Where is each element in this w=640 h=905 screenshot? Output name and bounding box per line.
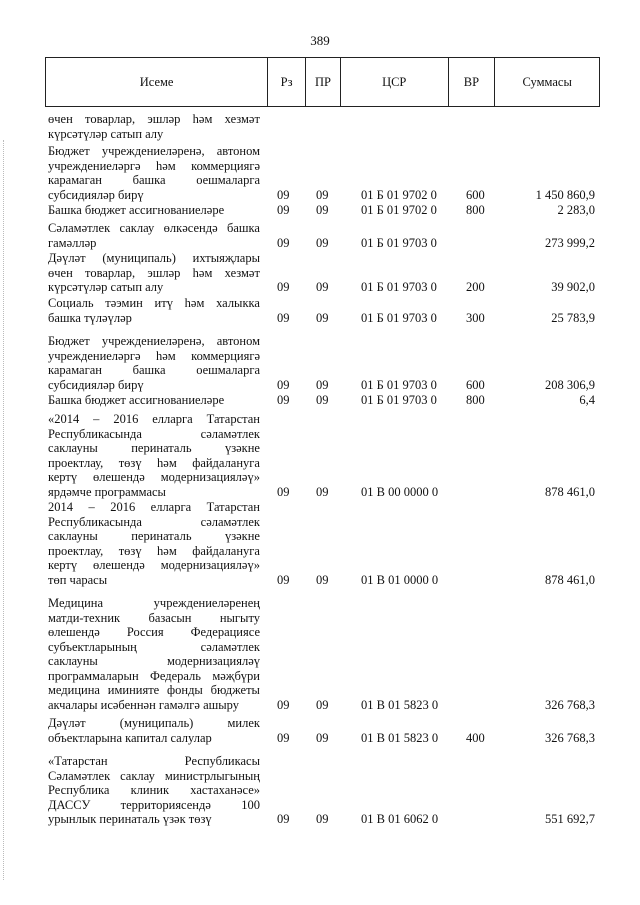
row-csr: 01 Б 01 9702 0 xyxy=(361,187,437,202)
row-csr: 01 Б 01 9703 0 xyxy=(361,280,437,294)
row-name-line: Сәламәтлек саклау өлкәсендә башка xyxy=(48,221,260,235)
row-name-line: Башка бюджет ассигнованиеләре xyxy=(48,393,225,407)
row-sum: 1 450 860,9 xyxy=(535,187,595,202)
row-name-line: объектларына капитал салулар xyxy=(48,730,212,745)
row-name-line: Республикасында сәламәтлек xyxy=(48,426,260,441)
row-pr: 09 xyxy=(316,812,329,826)
row-vr: 800 xyxy=(466,393,485,407)
row-name-line: проектлау, төзү һәм файдалануга xyxy=(48,455,260,470)
row-name-line: «2014 – 2016 елларга Татарстан xyxy=(48,412,260,426)
row-name-line: Бюджет учреждениеләренә, автоном xyxy=(48,144,260,158)
header-name: Исеме xyxy=(139,74,174,89)
row-name-line: Республикасында сәламәтлек xyxy=(48,514,260,529)
row-sum: 2 283,0 xyxy=(557,203,595,217)
row-name-line: өлешендә Россия Федерациясе xyxy=(48,625,260,639)
row-name-line: башка түләүләр xyxy=(48,310,132,325)
row-rz: 09 xyxy=(277,235,290,250)
row-name-line: акчалары исәбеннән гамәлгә ашыру xyxy=(48,697,239,712)
row-sum: 326 768,3 xyxy=(545,697,595,712)
row-name xyxy=(48,412,260,499)
page-number: 389 xyxy=(310,33,330,48)
row-rz: 09 xyxy=(277,484,290,499)
row-name-line: ярдәмче программасы xyxy=(48,484,166,499)
row-pr: 09 xyxy=(316,393,329,407)
row-name-line: саклауны перинаталь үзәкне xyxy=(48,529,260,543)
row-vr: 600 xyxy=(466,377,485,392)
row-name-line: «Татарстан Республикасы xyxy=(48,754,260,768)
row-name-line: төп чарасы xyxy=(48,572,108,587)
row-sum: 273 999,2 xyxy=(545,235,595,250)
row-name-line: Башка бюджет ассигнованиеләре xyxy=(48,203,225,217)
row-sum: 326 768,3 xyxy=(545,730,595,745)
row-sum: 878 461,0 xyxy=(545,572,595,587)
row-sum: 6,4 xyxy=(579,393,595,407)
row-vr: 300 xyxy=(466,310,485,325)
row-name xyxy=(48,221,260,250)
row-csr: 01 В 01 0000 0 xyxy=(361,572,439,587)
row-csr: 01 В 00 0000 0 xyxy=(361,484,439,499)
row-name-line: ДАССУ территориясендә 100 xyxy=(48,797,260,812)
row-name-line: Республика клиник хастаханәсе» xyxy=(48,783,260,797)
header-pr: ПР xyxy=(305,58,340,106)
row-pr: 09 xyxy=(316,572,329,587)
row-name-line: проектлау, төзү һәм файдалануга xyxy=(48,543,260,558)
row-name-line: субсидияләр бирү xyxy=(48,187,144,202)
row-pr: 09 xyxy=(316,484,329,499)
row-pr: 09 xyxy=(316,235,329,250)
row-rz: 09 xyxy=(277,812,290,826)
row-vr: 400 xyxy=(466,730,485,745)
row-name xyxy=(48,596,260,712)
row-name xyxy=(48,144,260,202)
row-csr: 01 В 01 6062 0 xyxy=(361,812,439,826)
row-name-line: Дәүләт (муниципаль) ихтыяҗлары xyxy=(48,251,260,265)
row-sum: 25 783,9 xyxy=(551,310,595,325)
row-name xyxy=(48,203,260,218)
row-name-line: матди-техник базасын ныгыту xyxy=(48,610,260,625)
row-rz: 09 xyxy=(277,393,290,407)
row-csr: 01 В 01 5823 0 xyxy=(361,697,439,712)
scan-margin xyxy=(3,140,5,880)
row-name-line: карамаган башка оешмаларга xyxy=(48,173,260,187)
row-name-line: кертү өлешендә модернизацияләү» xyxy=(48,470,260,484)
row-name-line: карамаган башка оешмаларга xyxy=(48,363,260,377)
row-name-line: гамәлләр xyxy=(48,235,97,250)
row-rz: 09 xyxy=(277,572,290,587)
row-name-line: субъектларының сәламәтлек xyxy=(48,639,260,654)
row-pr: 09 xyxy=(316,280,329,294)
row-vr: 600 xyxy=(466,187,485,202)
row-rz: 09 xyxy=(277,697,290,712)
row-name-line: Дәүләт (муниципаль) милек xyxy=(48,716,260,730)
row-name xyxy=(48,334,260,392)
row-name-line: өчен товарлар, эшләр һәм хезмәт xyxy=(48,112,260,126)
row-vr: 800 xyxy=(466,203,485,217)
row-name-line: Медицина учреждениеләренең xyxy=(48,596,260,610)
row-pr: 09 xyxy=(316,730,329,745)
row-sum: 39 902,0 xyxy=(551,280,595,294)
row-name-line: медицина иминияте фонды бюджеты xyxy=(48,683,260,697)
row-pr: 09 xyxy=(316,377,329,392)
row-rz: 09 xyxy=(277,310,290,325)
row-sum: 551 692,7 xyxy=(545,812,595,826)
row-sum: 208 306,9 xyxy=(545,377,595,392)
row-name-line: саклауны модернизацияләү xyxy=(48,654,260,668)
row-pr: 09 xyxy=(316,310,329,325)
row-pr: 09 xyxy=(316,203,329,217)
row-name-line: күрсәтүләр сатып алу xyxy=(48,280,164,294)
table-header xyxy=(45,57,600,107)
row-name-line: Социаль тәэмин итү һәм халыкка xyxy=(48,296,260,310)
row-rz: 09 xyxy=(277,203,290,217)
row-name-line: учреждениеләргә һәм коммерциягә xyxy=(48,348,260,363)
row-pr: 09 xyxy=(316,187,329,202)
row-name-line: саклауны перинаталь үзәкне xyxy=(48,441,260,455)
row-csr: 01 Б 01 9703 0 xyxy=(361,235,437,250)
row-name-line: кертү өлешендә модернизацияләү» xyxy=(48,558,260,572)
row-name-line: Сәламәтлек саклау министрлыгының xyxy=(48,768,260,783)
row-name-line: өчен товарлар, эшләр һәм хезмәт xyxy=(48,265,260,280)
row-name-line: учреждениеләргә һәм коммерциягә xyxy=(48,158,260,173)
row-sum: 878 461,0 xyxy=(545,484,595,499)
row-rz: 09 xyxy=(277,377,290,392)
row-name xyxy=(48,393,260,408)
row-name xyxy=(48,716,260,745)
row-csr: 01 Б 01 9703 0 xyxy=(361,377,437,392)
header-vr: ВР xyxy=(448,58,495,106)
row-rz: 09 xyxy=(277,187,290,202)
row-csr: 01 Б 01 9703 0 xyxy=(361,393,437,407)
row-name-line: урынлык перинаталь үзәк төзү xyxy=(48,812,212,826)
row-csr: 01 Б 01 9703 0 xyxy=(361,310,437,325)
row-name-line: Бюджет учреждениеләренә, автоном xyxy=(48,334,260,348)
row-rz: 09 xyxy=(277,730,290,745)
header-sum: Суммасы xyxy=(494,58,599,106)
row-name-line: күрсәтүләр сатып алу xyxy=(48,126,164,141)
row-csr: 01 В 01 5823 0 xyxy=(361,730,439,745)
row-name xyxy=(48,500,260,587)
row-name xyxy=(48,251,260,295)
row-pr: 09 xyxy=(316,697,329,712)
row-name xyxy=(48,296,260,325)
row-name xyxy=(48,754,260,827)
row-rz: 09 xyxy=(277,280,290,294)
row-csr: 01 Б 01 9702 0 xyxy=(361,203,437,217)
row-name-line: программаларын Федераль мәҗбүри xyxy=(48,668,260,683)
row-vr: 200 xyxy=(466,280,485,294)
row-name xyxy=(48,112,260,141)
header-csr: ЦСР xyxy=(340,58,448,106)
row-name-line: 2014 – 2016 елларга Татарстан xyxy=(48,500,260,514)
row-name-line: субсидияләр бирү xyxy=(48,377,144,392)
header-rz: Рз xyxy=(267,58,305,106)
